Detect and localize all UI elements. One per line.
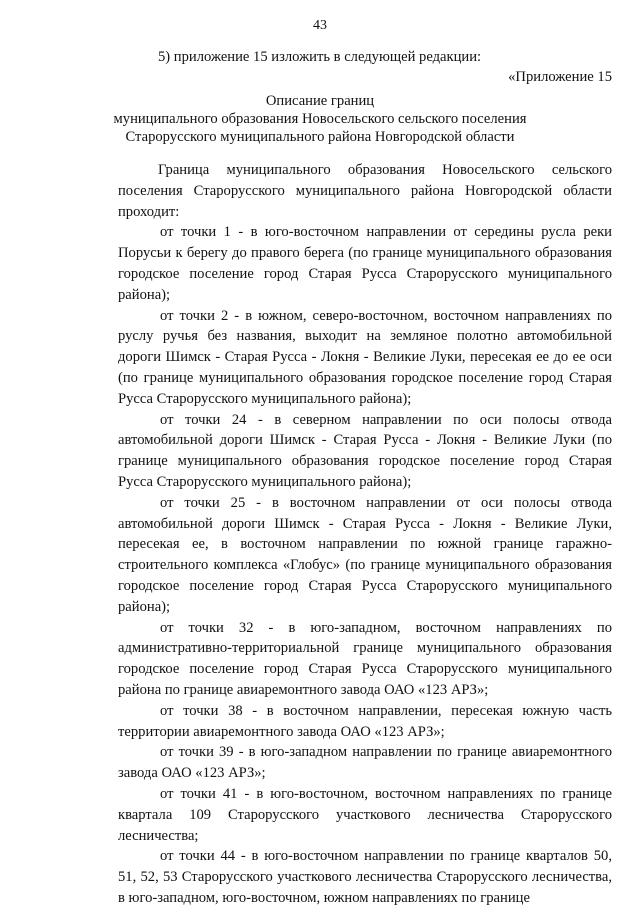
boundary-paragraph: от точки 24 - в северном направлении по оси полосы отвода автомобильной дороги Шимск - Старая Русса - Локня - Великие Луки (по границе муниципального образования городское поселение город Старая Русса Старорусского муниципального района); [118, 411, 612, 490]
boundary-paragraph: от точки 25 - в восточном направлении от оси полосы отвода автомобильной дороги Шимск - Старая Русса - Локня - Великие Луки, пересекая ее, в восточном направлении по южной границе гаражно-строительного комплекса «Глобус» (по границе муниципального образования городское поселение город Старая Русса Старорусского муниципального района); [118, 494, 612, 615]
boundary-paragraph: от точки 32 - в юго-западном, восточном направлениях по административно-территориальной границе муниципального образования городское поселение город Старая Русса Старорусского муниципального района по границе авиаремонтного завода ОАО «123 АРЗ»; [118, 619, 612, 698]
boundary-paragraph: от точки 2 - в южном, северо-восточном, восточном направлениях по руслу ручья без названия, выходит на земляное полотно автомобильной дороги Шимск - Старая Русса - Локня - Великие Луки, пересекая ее до ее оси (по границе муниципального образования городское поселение город Старая Русса Старорусского муниципального района); [118, 307, 612, 407]
appendix-label: «Приложение 15 [508, 69, 612, 85]
amendment-instruction: 5) приложение 15 изложить в следующей редакции: [158, 49, 482, 65]
title-line-1: Описание границ [265, 93, 375, 109]
boundary-paragraph: от точки 39 - в юго-западном направлении по границе авиаремонтного завода ОАО «123 АРЗ»; [118, 744, 612, 782]
intro-paragraph: Граница муниципального образования Новосельского сельского поселения Старорусского муниципального района Новгородской области проходит: [118, 162, 612, 220]
page-number: 43 [313, 18, 327, 33]
boundary-paragraph: от точки 44 - в юго-восточном направлении по границе кварталов 50, 51, 52, 53 Старорусского участкового лесничества Старорусского лесничества, в юго-западном, юго-восточном, южном направлениях по границе [118, 848, 612, 906]
boundary-paragraph: от точки 1 - в юго-восточном направлении от середины русла реки Порусьи к берегу до правого берега (по границе муниципального образования городское поселение город Старая Русса Старорусского муниципального района); [118, 224, 612, 303]
title-line-2: муниципального образования Новосельского сельского поселения [113, 111, 527, 127]
title-line-3: Старорусского муниципального района Новгородской области [125, 129, 515, 145]
boundary-paragraph: от точки 38 - в восточном направлении, пересекая южную часть территории авиаремонтного завода ОАО «123 АРЗ»; [118, 702, 612, 740]
document-body [118, 160, 612, 909]
boundary-paragraph: от точки 41 - в юго-восточном, восточном направлениях по границе квартала 109 Старорусского участкового лесничества Старорусского лесничества; [118, 785, 612, 844]
